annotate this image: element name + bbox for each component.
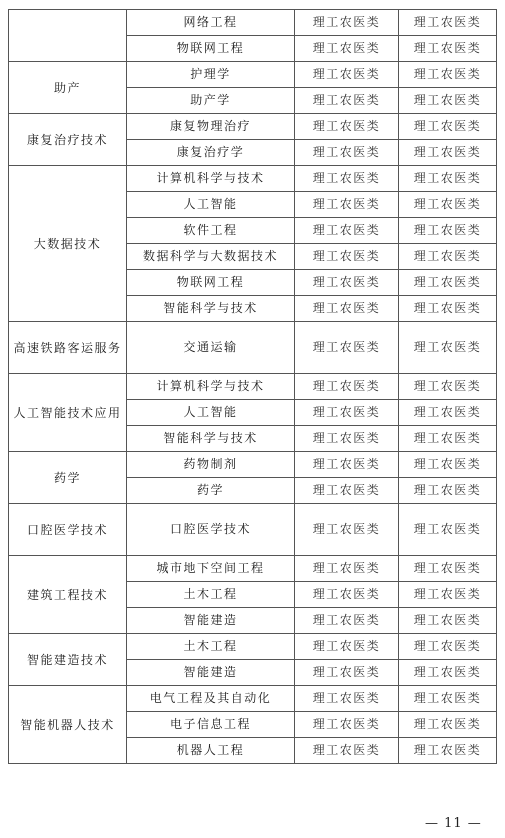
category-cell: 理工农医类	[295, 140, 399, 166]
vocational-major-cell: 高速铁路客运服务	[9, 322, 127, 374]
major-category-table	[8, 9, 497, 764]
vocational-major-cell: 建筑工程技术	[9, 556, 127, 634]
category-cell: 理工农医类	[295, 192, 399, 218]
undergrad-major-cell: 网络工程	[127, 10, 295, 36]
category-cell: 理工农医类	[295, 738, 399, 764]
table-row	[9, 166, 497, 192]
undergrad-major-cell: 药学	[127, 478, 295, 504]
undergrad-major-cell: 计算机科学与技术	[127, 166, 295, 192]
category-cell: 理工农医类	[295, 608, 399, 634]
category-cell: 理工农医类	[295, 270, 399, 296]
category-cell: 理工农医类	[295, 634, 399, 660]
category-cell: 理工农医类	[295, 218, 399, 244]
category-cell: 理工农医类	[295, 504, 399, 556]
vocational-major-cell: 口腔医学技术	[9, 504, 127, 556]
category-cell: 理工农医类	[295, 114, 399, 140]
category-cell: 理工农医类	[295, 88, 399, 114]
undergrad-major-cell: 数据科学与大数据技术	[127, 244, 295, 270]
category-cell: 理工农医类	[399, 36, 497, 62]
category-cell: 理工农医类	[399, 62, 497, 88]
category-cell: 理工农医类	[399, 712, 497, 738]
table-row	[9, 634, 497, 660]
category-cell: 理工农医类	[295, 10, 399, 36]
table-row	[9, 114, 497, 140]
table-row	[9, 504, 497, 556]
undergrad-major-cell: 电子信息工程	[127, 712, 295, 738]
category-cell: 理工农医类	[399, 244, 497, 270]
undergrad-major-cell: 土木工程	[127, 634, 295, 660]
category-cell: 理工农医类	[399, 608, 497, 634]
category-cell: 理工农医类	[399, 426, 497, 452]
vocational-major-cell: 大数据技术	[9, 166, 127, 322]
category-cell: 理工农医类	[399, 452, 497, 478]
category-cell: 理工农医类	[295, 426, 399, 452]
category-cell: 理工农医类	[399, 686, 497, 712]
category-cell: 理工农医类	[399, 166, 497, 192]
category-cell: 理工农医类	[295, 556, 399, 582]
category-cell: 理工农医类	[295, 582, 399, 608]
table-row	[9, 62, 497, 88]
vocational-major-cell: 药学	[9, 452, 127, 504]
category-cell: 理工农医类	[399, 88, 497, 114]
table-body	[9, 10, 497, 764]
table-row	[9, 686, 497, 712]
undergrad-major-cell: 交通运输	[127, 322, 295, 374]
category-cell: 理工农医类	[399, 322, 497, 374]
undergrad-major-cell: 智能科学与技术	[127, 296, 295, 322]
category-cell: 理工农医类	[295, 244, 399, 270]
undergrad-major-cell: 智能建造	[127, 608, 295, 634]
category-cell: 理工农医类	[399, 556, 497, 582]
category-cell: 理工农医类	[399, 218, 497, 244]
category-cell: 理工农医类	[399, 270, 497, 296]
category-cell: 理工农医类	[295, 296, 399, 322]
category-cell: 理工农医类	[399, 478, 497, 504]
category-cell: 理工农医类	[399, 400, 497, 426]
category-cell: 理工农医类	[295, 478, 399, 504]
vocational-major-cell: 康复治疗技术	[9, 114, 127, 166]
table-row	[9, 322, 497, 374]
undergrad-major-cell: 人工智能	[127, 400, 295, 426]
category-cell: 理工农医类	[399, 192, 497, 218]
undergrad-major-cell: 药物制剂	[127, 452, 295, 478]
undergrad-major-cell: 机器人工程	[127, 738, 295, 764]
category-cell: 理工农医类	[295, 686, 399, 712]
undergrad-major-cell: 物联网工程	[127, 36, 295, 62]
category-cell: 理工农医类	[295, 62, 399, 88]
category-cell: 理工农医类	[399, 634, 497, 660]
category-cell: 理工农医类	[399, 660, 497, 686]
vocational-major-cell: 人工智能技术应用	[9, 374, 127, 452]
undergrad-major-cell: 物联网工程	[127, 270, 295, 296]
category-cell: 理工农医类	[399, 504, 497, 556]
category-cell: 理工农医类	[399, 374, 497, 400]
table-row	[9, 374, 497, 400]
undergrad-major-cell: 城市地下空间工程	[127, 556, 295, 582]
undergrad-major-cell: 智能建造	[127, 660, 295, 686]
category-cell: 理工农医类	[295, 712, 399, 738]
undergrad-major-cell: 人工智能	[127, 192, 295, 218]
undergrad-major-cell: 康复物理治疗	[127, 114, 295, 140]
undergrad-major-cell: 智能科学与技术	[127, 426, 295, 452]
category-cell: 理工农医类	[399, 114, 497, 140]
table-row	[9, 452, 497, 478]
vocational-major-cell: 智能机器人技术	[9, 686, 127, 764]
category-cell: 理工农医类	[399, 10, 497, 36]
category-cell: 理工农医类	[399, 140, 497, 166]
category-cell: 理工农医类	[295, 400, 399, 426]
table-row	[9, 10, 497, 36]
undergrad-major-cell: 助产学	[127, 88, 295, 114]
page-number: — 11 —	[425, 816, 482, 831]
undergrad-major-cell: 软件工程	[127, 218, 295, 244]
undergrad-major-cell: 护理学	[127, 62, 295, 88]
vocational-major-cell: 智能建造技术	[9, 634, 127, 686]
category-cell: 理工农医类	[295, 36, 399, 62]
category-cell: 理工农医类	[399, 738, 497, 764]
vocational-major-cell	[9, 10, 127, 62]
undergrad-major-cell: 土木工程	[127, 582, 295, 608]
vocational-major-cell: 助产	[9, 62, 127, 114]
undergrad-major-cell: 口腔医学技术	[127, 504, 295, 556]
undergrad-major-cell: 计算机科学与技术	[127, 374, 295, 400]
category-cell: 理工农医类	[399, 296, 497, 322]
table-row	[9, 556, 497, 582]
category-cell: 理工农医类	[399, 582, 497, 608]
category-cell: 理工农医类	[295, 322, 399, 374]
category-cell: 理工农医类	[295, 166, 399, 192]
undergrad-major-cell: 康复治疗学	[127, 140, 295, 166]
category-cell: 理工农医类	[295, 374, 399, 400]
category-cell: 理工农医类	[295, 660, 399, 686]
category-cell: 理工农医类	[295, 452, 399, 478]
undergrad-major-cell: 电气工程及其自动化	[127, 686, 295, 712]
